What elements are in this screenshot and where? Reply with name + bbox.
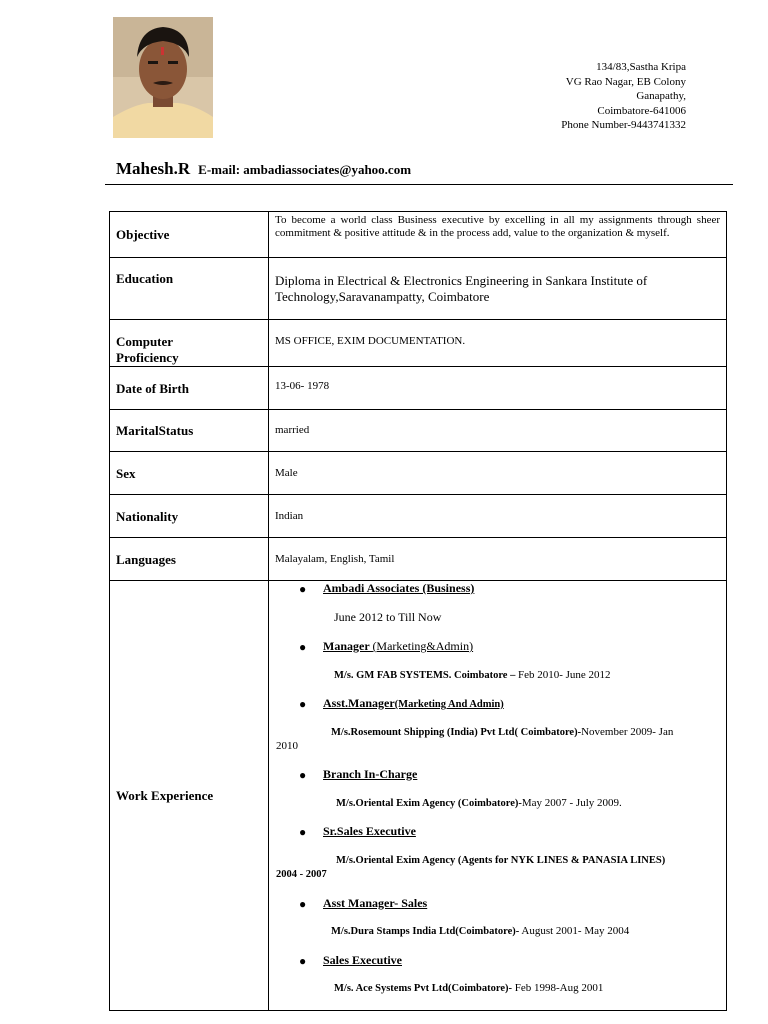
job-title: Branch In-Charge <box>323 767 418 781</box>
job-company-line <box>336 854 665 866</box>
address-line: 134/83,Sastha Kripa <box>596 61 686 73</box>
value-objective: To become a world class Business executive by excelling in all my assignments through sheer commitment & positive attitude & in the process add, value to the organization & myself. <box>275 214 720 239</box>
address-line: Coimbatore-641006 <box>597 104 686 117</box>
bullet-icon: ● <box>299 954 307 968</box>
job-company-line <box>334 982 603 994</box>
job-title: Sales Executive <box>323 953 402 967</box>
job-period-line <box>276 868 327 880</box>
person-photo-icon <box>113 17 213 138</box>
job-period: November 2009- Jan <box>581 726 674 738</box>
job-period: August 2001- May 2004 <box>519 925 630 937</box>
bullet-icon: ● <box>299 697 307 711</box>
label-education: Education <box>116 271 174 286</box>
job-company: M/s.Oriental Exim Agency (Agents for NYK LINES & PANASIA LINES) <box>336 855 666 866</box>
row-dob <box>110 367 727 410</box>
row-sex <box>110 452 727 495</box>
job-company: M/s. Ace Systems Pvt Ltd(Coimbatore)- <box>334 983 512 994</box>
job-title: Ambadi Associates (Business) <box>323 581 475 595</box>
row-objective <box>110 212 727 258</box>
row-nationality <box>110 495 727 538</box>
bullet-icon: ● <box>299 825 307 839</box>
job-company-line <box>334 669 611 681</box>
job-period: June 2012 to Till Now <box>334 610 442 624</box>
value-nationality: Indian <box>275 510 304 522</box>
row-education <box>110 258 727 320</box>
job-period: May 2007 - July 2009. <box>521 797 622 809</box>
value-marital: married <box>275 424 310 436</box>
address-block <box>561 60 686 133</box>
job-company: M/s. GM FAB SYSTEMS. Coimbatore – <box>334 670 518 681</box>
bullet-icon: ● <box>299 582 307 596</box>
job-title: Asst Manager- Sales <box>323 896 428 910</box>
job-period: Feb 2010- June 2012 <box>517 669 611 681</box>
job-company: M/s.Oriental Exim Agency (Coimbatore)- <box>336 798 522 809</box>
job-period: 2004 - 2007 <box>276 869 327 880</box>
value-dob: 13-06- 1978 <box>275 380 330 392</box>
job-company-line <box>331 726 673 738</box>
header-divider <box>105 184 733 185</box>
label-languages: Languages <box>116 552 176 567</box>
address-line: Ganapathy, <box>636 90 686 103</box>
value-sex: Male <box>275 467 298 479</box>
label-sex: Sex <box>116 466 136 481</box>
label-objective: Objective <box>110 212 269 258</box>
name-email-line <box>116 159 411 179</box>
row-languages <box>110 538 727 581</box>
label-computer: Computer Proficiency <box>116 334 179 365</box>
email-address: E-mail: ambadiassociates@yahoo.com <box>198 162 412 177</box>
address-line: VG Rao Nagar, EB Colony <box>565 75 686 88</box>
job-title: Manager (Marketing&Admin) <box>323 639 474 653</box>
job-company: M/s.Rosemount Shipping (India) Pvt Ltd( Coimbatore)- <box>331 727 582 738</box>
job-company: M/s.Dura Stamps India Ltd(Coimbatore)- <box>331 926 520 937</box>
candidate-name: Mahesh.R <box>116 159 191 178</box>
value-education: Diploma in Electrical & Electronics Engineering in Sankara Institute of Technology,Saravanampatty, Coimbatore <box>275 273 648 304</box>
bullet-icon: ● <box>299 768 307 782</box>
value-languages: Malayalam, English, Tamil <box>275 553 395 565</box>
row-computer <box>110 320 727 367</box>
label-marital: MaritalStatus <box>116 423 194 438</box>
value-computer: MS OFFICE, EXIM DOCUMENTATION. <box>275 335 466 347</box>
work-experience-list <box>269 581 726 1010</box>
phone-line: Phone Number-9443741332 <box>561 119 686 132</box>
label-nationality: Nationality <box>116 509 179 524</box>
job-period: Feb 1998-Aug 2001 <box>511 982 604 994</box>
bullet-icon: ● <box>299 640 307 654</box>
row-marital <box>110 410 727 452</box>
bullet-icon: ● <box>299 897 307 911</box>
job-title: Sr.Sales Executive <box>323 824 416 838</box>
profile-photo <box>113 17 213 138</box>
job-title: Asst.Manager(Marketing And Admin) <box>323 696 504 710</box>
job-period-continued: 2010 <box>276 740 298 752</box>
resume-table <box>109 211 727 1011</box>
job-company-line <box>336 797 622 809</box>
row-work-experience <box>110 581 727 1011</box>
job-company-line <box>331 925 629 937</box>
label-dob: Date of Birth <box>116 381 189 396</box>
label-work-experience: Work Experience <box>110 581 269 1011</box>
